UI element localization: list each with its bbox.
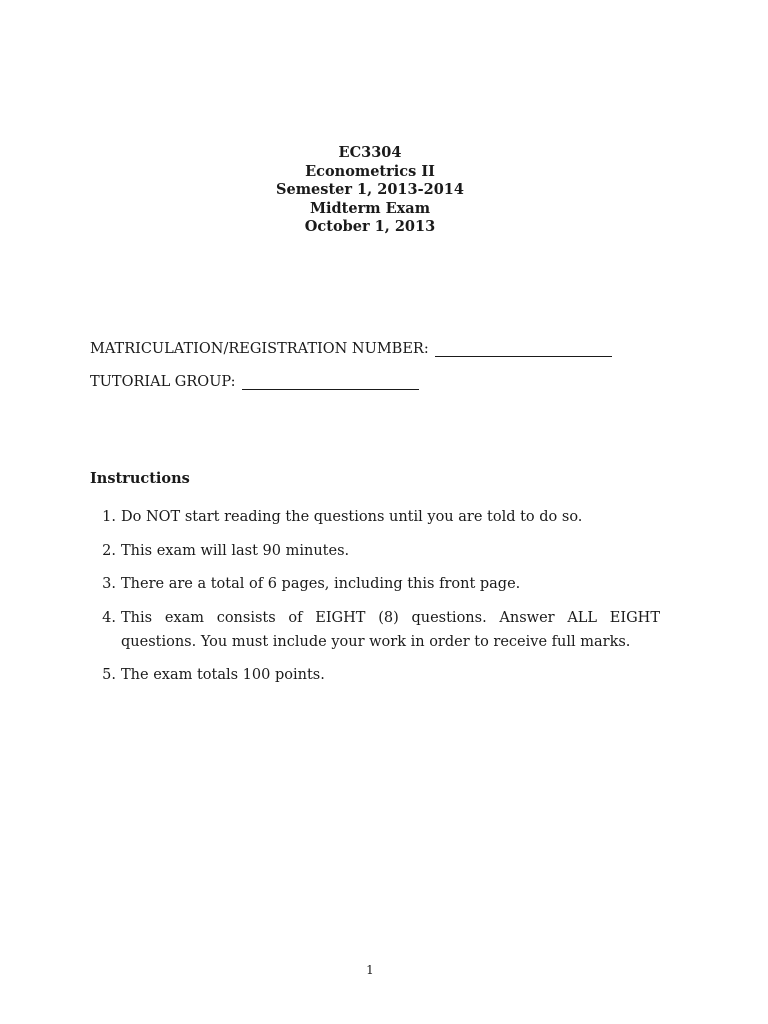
instruction-number: 5. bbox=[102, 667, 116, 683]
instruction-text: The exam totals 100 points. bbox=[121, 667, 325, 683]
instruction-number: 2. bbox=[102, 542, 116, 559]
matriculation-field bbox=[90, 341, 612, 357]
course-name: Econometrics II bbox=[305, 162, 435, 180]
instruction-item bbox=[90, 505, 660, 529]
instruction-text: This exam consists of EIGHT (8) questions. Answer ALL EIGHT questions. You must include your work in order to receive full marks. bbox=[121, 609, 660, 650]
instruction-text: Do NOT start reading the questions until you are told to do so. bbox=[121, 509, 583, 525]
matriculation-blank-line bbox=[435, 342, 612, 357]
tutorial-group-blank-line bbox=[242, 375, 419, 390]
instruction-text: This exam will last 90 minutes. bbox=[121, 542, 350, 559]
instruction-number: 4. bbox=[102, 609, 116, 626]
tutorial-group-field bbox=[90, 374, 419, 390]
tutorial-group-label: TUTORIAL GROUP: bbox=[90, 374, 236, 390]
instruction-item bbox=[90, 539, 660, 563]
instruction-item bbox=[90, 606, 660, 654]
instructions-list bbox=[90, 505, 660, 697]
page-number: 1 bbox=[366, 963, 374, 977]
course-code: EC3304 bbox=[338, 144, 402, 161]
instruction-number: 1. bbox=[102, 509, 116, 525]
instruction-item bbox=[90, 572, 660, 596]
instructions-heading: Instructions bbox=[90, 470, 190, 487]
matriculation-label: MATRICULATION/REGISTRATION NUMBER: bbox=[90, 341, 429, 357]
instruction-item bbox=[90, 663, 660, 687]
exam-date: October 1, 2013 bbox=[304, 218, 436, 235]
instruction-text: There are a total of 6 pages, including this front page. bbox=[121, 576, 521, 592]
exam-type: Midterm Exam bbox=[309, 199, 431, 217]
semester: Semester 1, 2013-2014 bbox=[276, 181, 464, 198]
exam-title-block bbox=[0, 144, 740, 237]
instruction-number: 3. bbox=[102, 576, 116, 592]
